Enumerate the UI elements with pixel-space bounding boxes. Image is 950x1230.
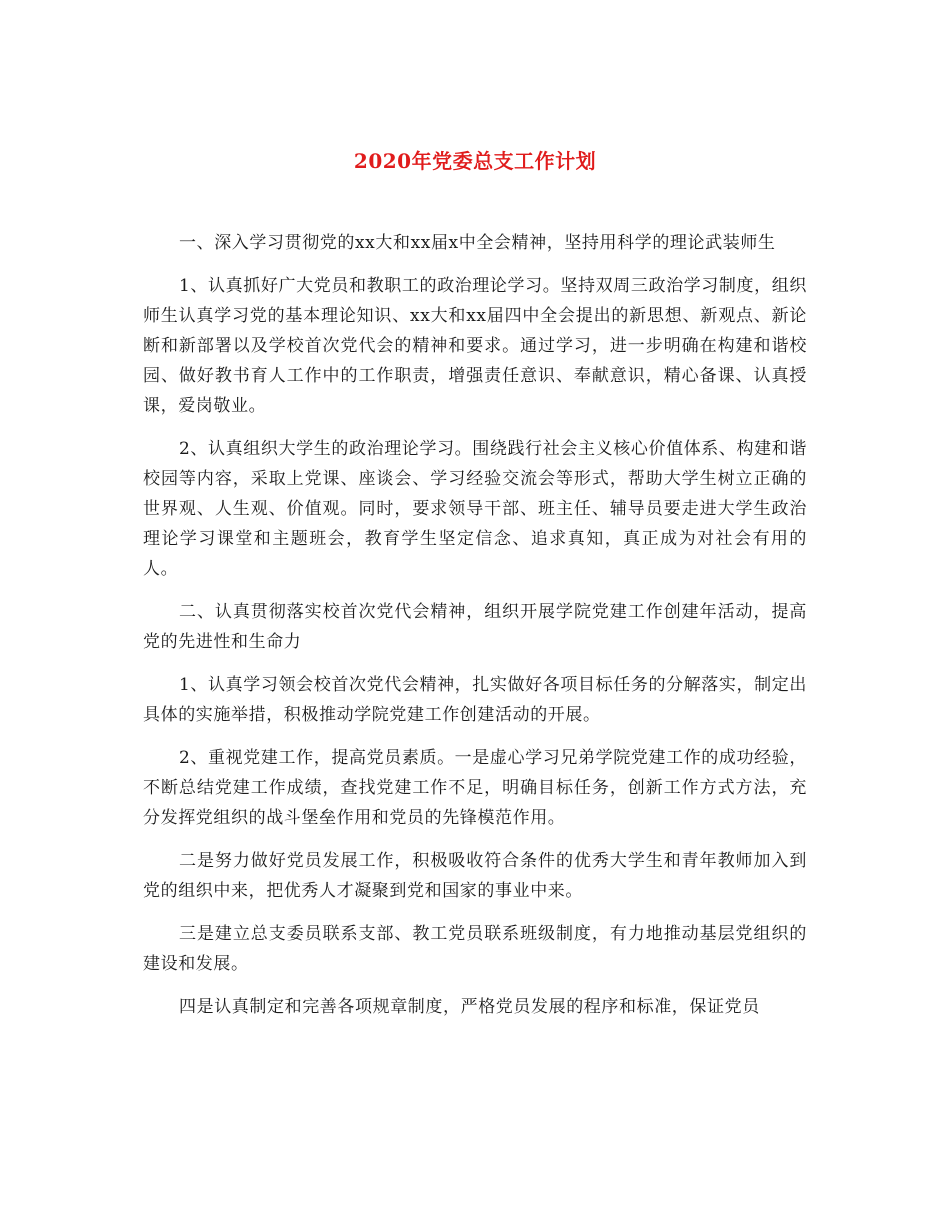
document-title: 2020年党委总支工作计划 — [353, 149, 597, 173]
paragraph-5: 1、认真学习领会校首次党代会精神，扎实做好各项目标任务的分解落实，制定出具体的实施举措，积极推动学院党建工作创建活动的开展。 — [143, 675, 807, 725]
paragraph-7: 二是努力做好党员发展工作，积极吸收符合条件的优秀大学生和青年教师加入到党的组织中来，把优秀人才凝聚到党和国家的事业中来。 — [143, 851, 807, 901]
paragraph-9: 四是认真制定和完善各项规章制度，严格党员发展的程序和标准，保证党员 — [179, 997, 760, 1017]
paragraph-1: 一、深入学习贯彻党的xx大和xx届x中全会精神，坚持用科学的理论武装师生 — [179, 233, 776, 253]
paragraph-2: 1、认真抓好广大党员和教职工的政治理论学习。坚持双周三政治学习制度，组织师生认真学习党的基本理论知识、xx大和xx届四中全会提出的新思想、新观点、新论断和新部署以及学校首次党代会的精神和要求。通过学习，进一步明确在构建和谐校园、做好教书育人工作中的工作职责，增强责任意识、奉献意识，精心备课、认真授课，爱岗敬业。 — [143, 276, 807, 416]
paragraph-8: 三是建立总支委员联系支部、教工党员联系班级制度，有力地推动基层党组织的建设和发展。 — [143, 924, 807, 974]
paragraph-6: 2、重视党建工作，提高党员素质。一是虚心学习兄弟学院党建工作的成功经验，不断总结党建工作成绩，查找党建工作不足，明确目标任务，创新工作方式方法，充分发挥党组织的战斗堡垒作用和党员的先锋模范作用。 — [143, 748, 807, 828]
paragraph-4: 二、认真贯彻落实校首次党代会精神，组织开展学院党建工作创建年活动，提高党的先进性和生命力 — [143, 602, 807, 652]
paragraph-3: 2、认真组织大学生的政治理论学习。围绕践行社会主义核心价值体系、构建和谐校园等内容，采取上党课、座谈会、学习经验交流会等形式，帮助大学生树立正确的世界观、人生观、价值观。同时，要求领导干部、班主任、辅导员要走进大学生政治理论学习课堂和主题班会，教育学生坚定信念、追求真知，真正成为对社会有用的人。 — [143, 439, 807, 579]
document-body — [143, 228, 807, 1035]
